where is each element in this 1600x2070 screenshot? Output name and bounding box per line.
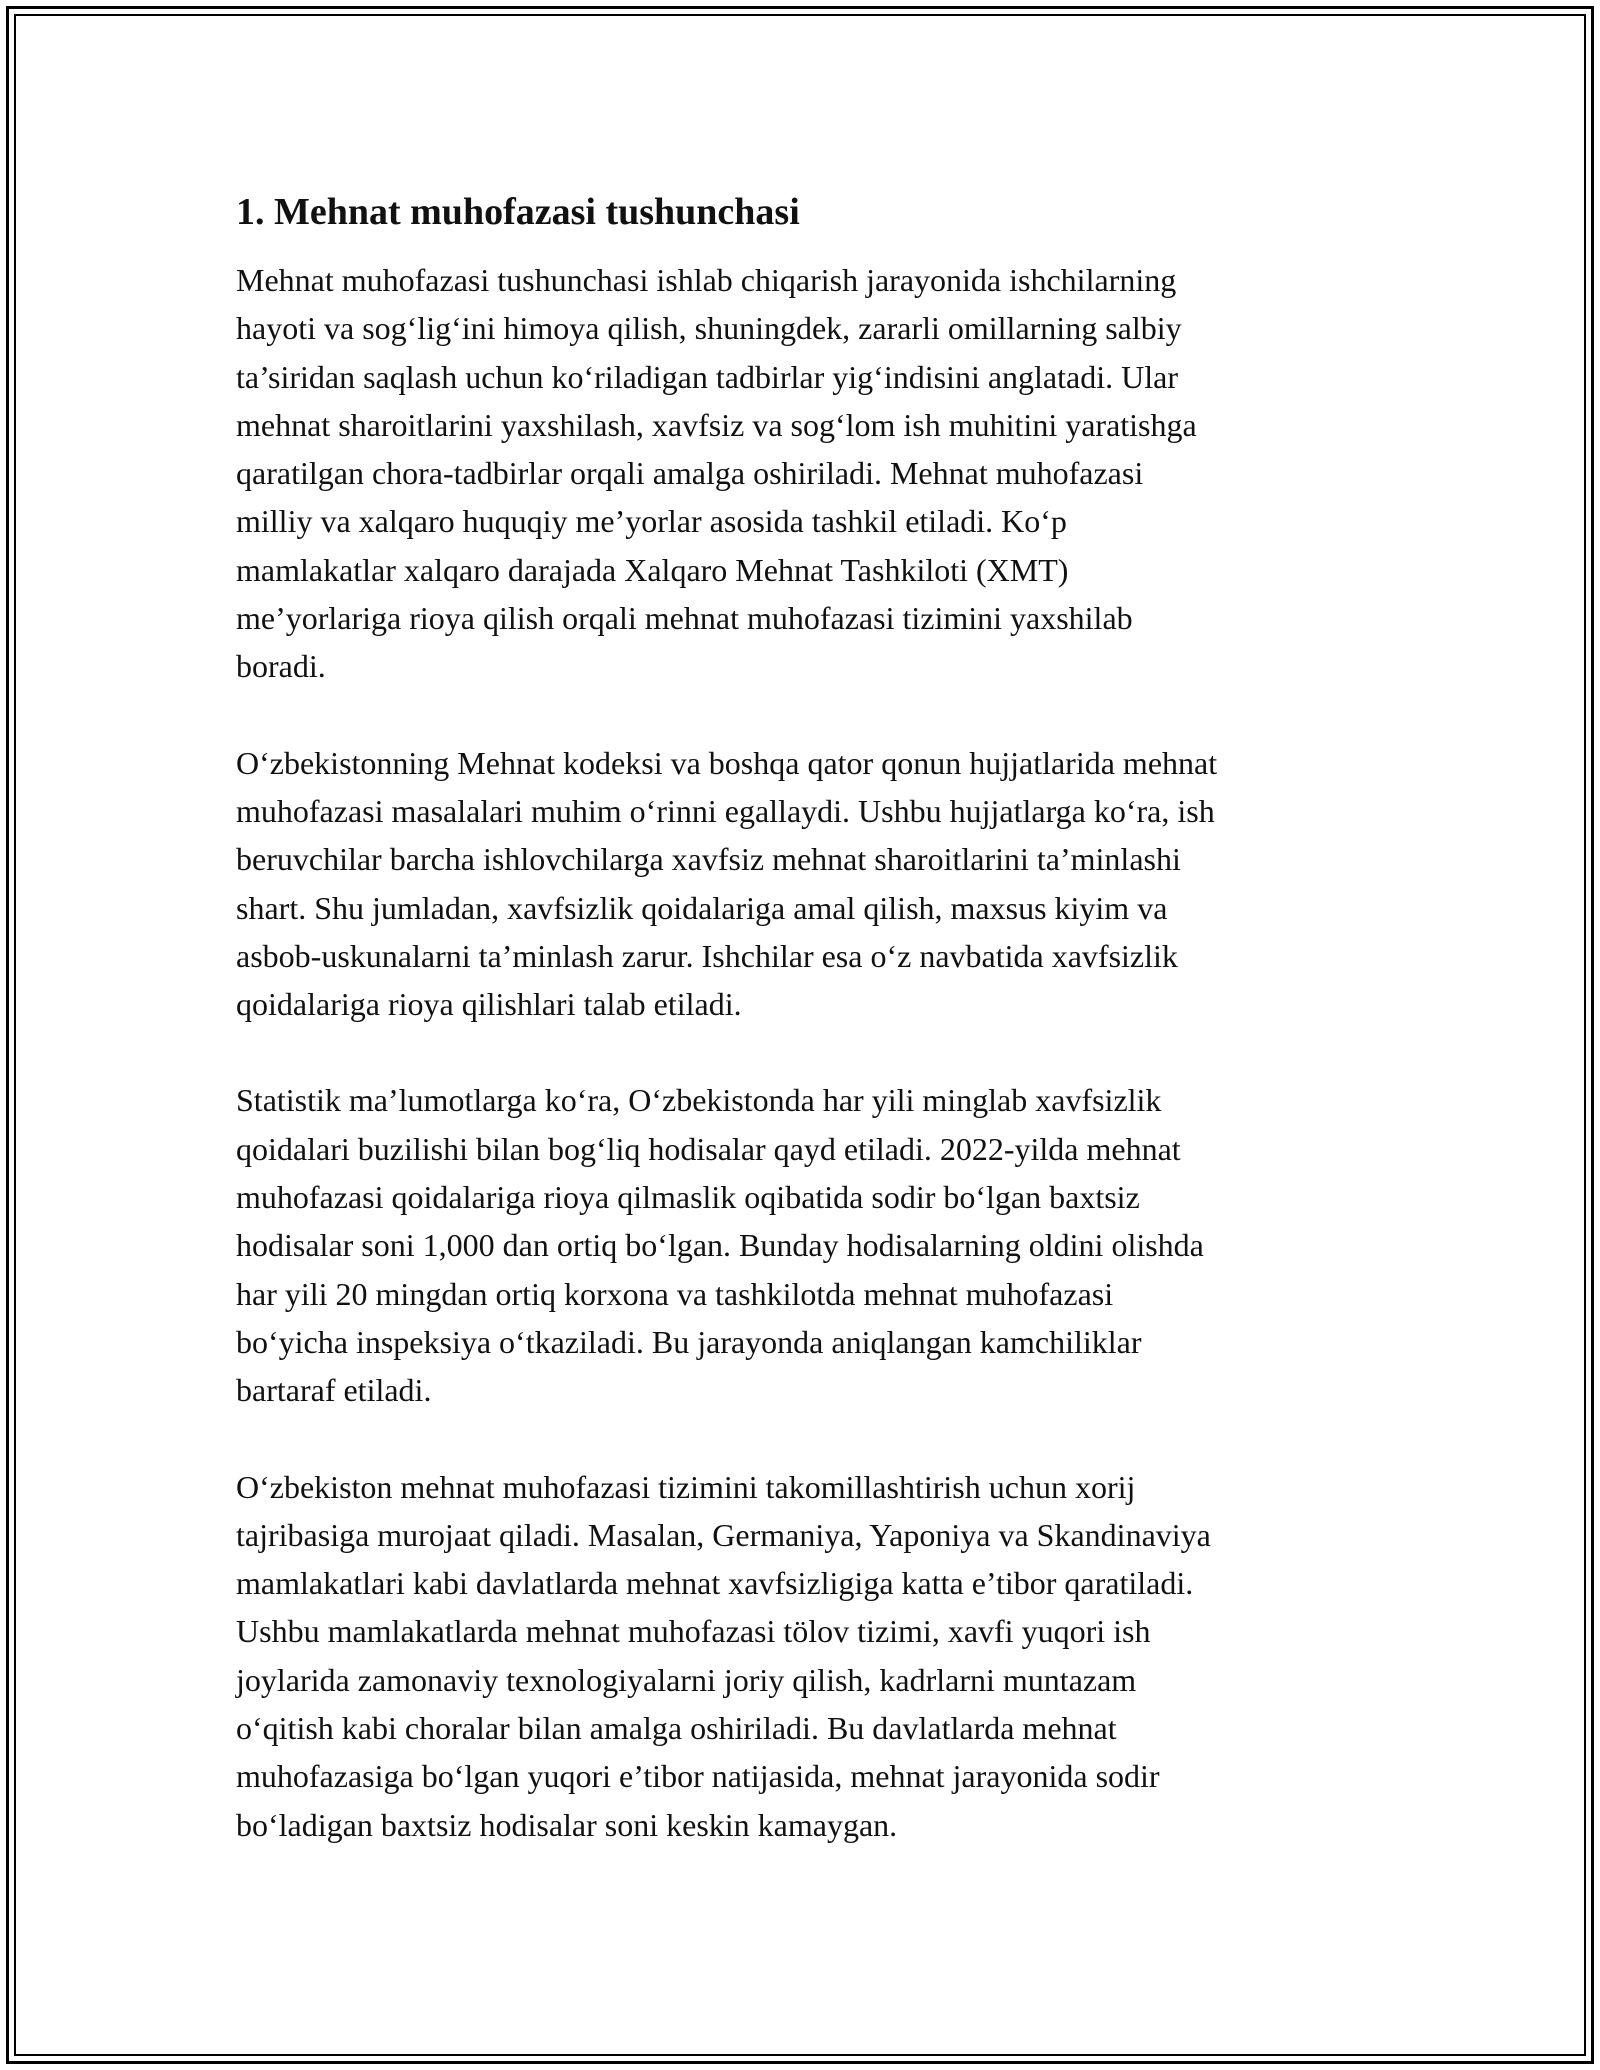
paragraph-line: me’yorlariga rioya qilish orqali mehnat muhofazasi tizimini yaxshilab bbox=[236, 600, 1133, 637]
paragraph bbox=[236, 1463, 1366, 1849]
paragraph-line: mamlakatlari kabi davlatlarda mehnat xavfsizligiga katta e’tibor qaratiladi. bbox=[236, 1565, 1194, 1602]
paragraph-line: shart. Shu jumladan, xavfsizlik qoidalariga amal qilish, maxsus kiyim va bbox=[236, 889, 1168, 926]
paragraph-line: muhofazasi masalalari muhim o‘rinni egallaydi. Ushbu hujjatlarga ko‘ra, ish bbox=[236, 792, 1215, 829]
paragraph-line: o‘qitish kabi choralar bilan amalga oshiriladi. Bu davlatlarda mehnat bbox=[236, 1710, 1117, 1747]
paragraph-line: Statistik ma’lumotlarga ko‘ra, O‘zbekistonda har yili minglab xavfsizlik bbox=[236, 1082, 1162, 1119]
paragraph-line: O‘zbekistonning Mehnat kodeksi va boshqa qator qonun hujjatlarida mehnat bbox=[236, 744, 1218, 781]
paragraph-line: qoidalari buzilishi bilan bog‘liq hodisalar qayd etiladi. 2022-yilda mehnat bbox=[236, 1130, 1181, 1167]
paragraph-line: bo‘ladigan baxtsiz hodisalar soni keskin kamaygan. bbox=[236, 1806, 898, 1843]
paragraph-line: har yili 20 mingdan ortiq korxona va tashkilotda mehnat muhofazasi bbox=[236, 1275, 1114, 1312]
paragraph-line: qoidalariga rioya qilishlari talab etiladi. bbox=[236, 986, 742, 1023]
paragraph-line: O‘zbekiston mehnat muhofazasi tizimini takomillashtirish uchun xorij bbox=[236, 1468, 1136, 1505]
paragraph-line: ta’siridan saqlash uchun ko‘riladigan tadbirlar yig‘indisini anglatadi. Ular bbox=[236, 358, 1178, 395]
paragraph-line: joylarida zamonaviy texnologiyalarni joriy qilish, kadrlarni muntazam bbox=[236, 1661, 1137, 1698]
paragraph-line: asbob-uskunalarni ta’minlash zarur. Ishchilar esa o‘z navbatida xavfsizlik bbox=[236, 937, 1178, 974]
paragraph-line: hayoti va sog‘lig‘ini himoya qilish, shuningdek, zararli omillarning salbiy bbox=[236, 310, 1182, 347]
paragraph bbox=[236, 256, 1366, 691]
paragraph-line: qaratilgan chora-tadbirlar orqali amalga oshiriladi. Mehnat muhofazasi bbox=[236, 455, 1144, 492]
paragraph bbox=[236, 739, 1366, 1029]
section-title: 1. Mehnat muhofazasi tushunchasi bbox=[236, 191, 800, 233]
paragraph-line: muhofazasiga bo‘lgan yuqori e’tibor natijasida, mehnat jarayonida sodir bbox=[236, 1758, 1160, 1795]
paragraph-line: mehnat sharoitlarini yaxshilash, xavfsiz va sog‘lom ish muhitini yaratishga bbox=[236, 406, 1197, 443]
paragraph-line: tajribasiga murojaat qiladi. Masalan, Germaniya, Yaponiya va Skandinaviya bbox=[236, 1516, 1211, 1553]
document-body bbox=[236, 188, 1366, 1897]
paragraph-line: hodisalar soni 1,000 dan ortiq bo‘lgan. Bunday hodisalarning oldini olishda bbox=[236, 1227, 1204, 1264]
paragraph-line: Mehnat muhofazasi tushunchasi ishlab chiqarish jarayonida ishchilarning bbox=[236, 262, 1177, 298]
paragraph-line: boradi. bbox=[236, 648, 326, 685]
paragraph-line: beruvchilar barcha ishlovchilarga xavfsiz mehnat sharoitlarini ta’minlashi bbox=[236, 841, 1181, 878]
paragraph-line: Ushbu mamlakatlarda mehnat muhofazasi tölov tizimi, xavfi yuqori ish bbox=[236, 1613, 1151, 1650]
paragraph-line: mamlakatlar xalqaro darajada Xalqaro Mehnat Tashkiloti (XMT) bbox=[236, 551, 1069, 588]
paragraph-line: bartaraf etiladi. bbox=[236, 1372, 432, 1409]
paragraph bbox=[236, 1076, 1366, 1414]
paragraph-line: milliy va xalqaro huquqiy me’yorlar asosida tashkil etiladi. Ko‘p bbox=[236, 503, 1067, 540]
paragraph-line: bo‘yicha inspeksiya o‘tkaziladi. Bu jarayonda aniqlangan kamchiliklar bbox=[236, 1323, 1142, 1360]
paragraph-list bbox=[236, 256, 1366, 1849]
paragraph-line: muhofazasi qoidalariga rioya qilmaslik oqibatida sodir bo‘lgan baxtsiz bbox=[236, 1179, 1140, 1216]
